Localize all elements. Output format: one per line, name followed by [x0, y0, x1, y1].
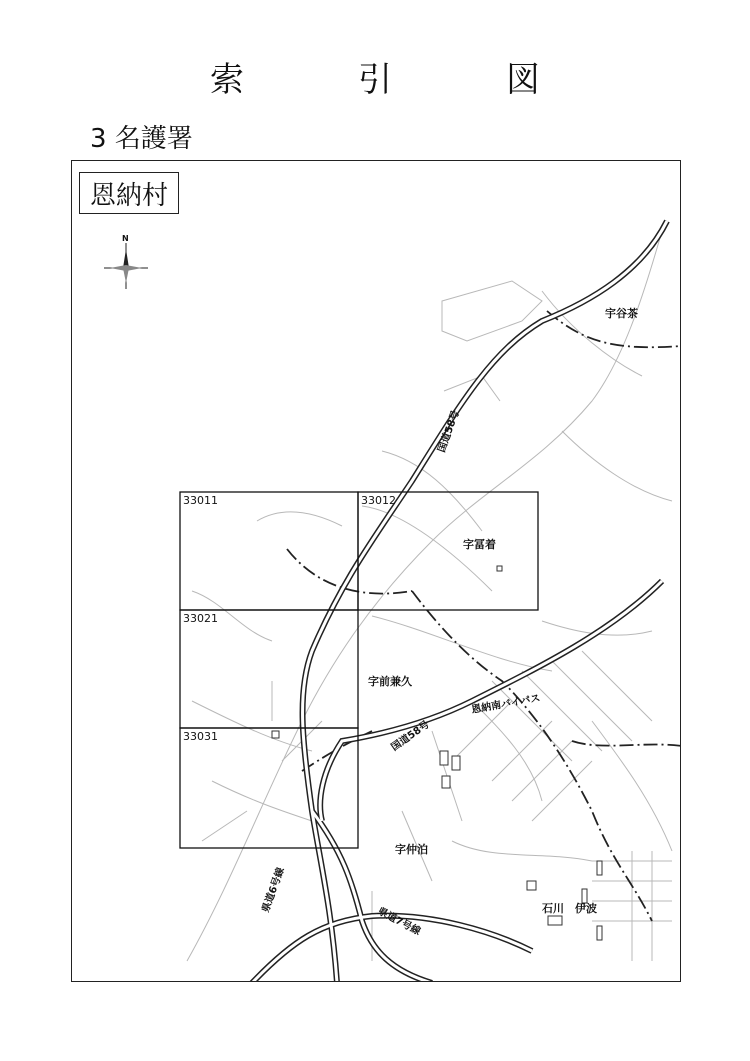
place-label: 石川 伊波	[542, 902, 597, 915]
place-label: 字冨着	[463, 538, 496, 551]
road-label: 県道6号線	[260, 866, 287, 915]
grid-cell-label: 33021	[183, 612, 218, 625]
main-roads-inner	[252, 221, 667, 982]
index-map	[72, 161, 681, 982]
village-label: 恩納村	[79, 172, 179, 214]
grid-cell-33031	[180, 728, 358, 848]
place-label: 字前兼久	[368, 675, 412, 688]
road-label: 国道58号	[389, 719, 432, 754]
road-label: 県道7号線	[375, 905, 423, 938]
grid-cell-label: 33031	[183, 730, 218, 743]
main-roads	[252, 221, 667, 982]
north-label: N	[122, 234, 129, 243]
place-label: 宇谷茶	[605, 307, 638, 320]
road-label: 国道58号	[436, 408, 462, 455]
place-label: 字仲泊	[395, 843, 428, 856]
grid-cell-33011	[180, 492, 358, 610]
page-title: 索 引 図	[210, 60, 580, 100]
road-label: 恩納南バイパス	[470, 692, 542, 716]
grid-cell-label: 33011	[183, 494, 218, 507]
grid-cell-label: 33012	[361, 494, 396, 507]
map-frame	[71, 160, 681, 982]
north-arrow-icon	[104, 243, 148, 289]
section-title: 3 名護署	[90, 124, 193, 154]
buildings	[272, 566, 602, 940]
